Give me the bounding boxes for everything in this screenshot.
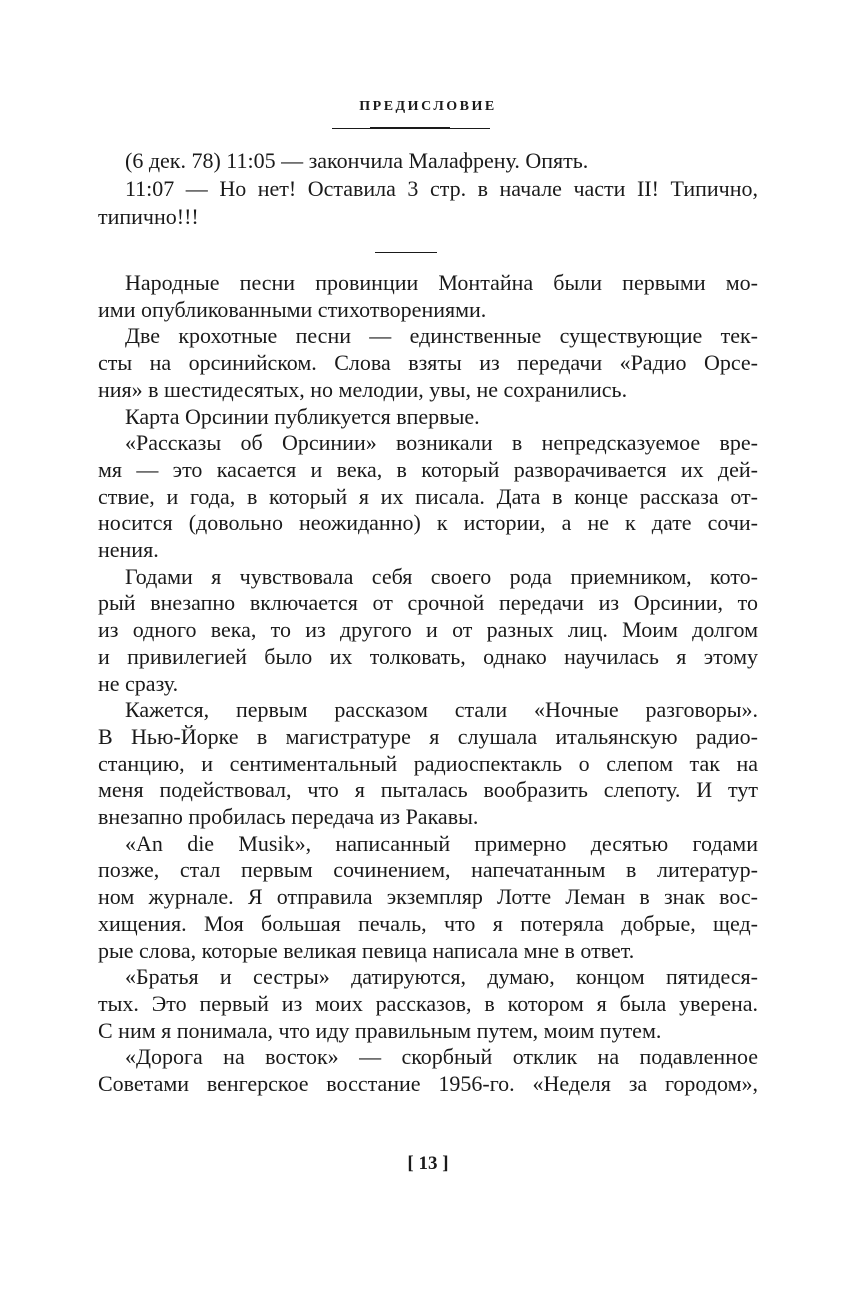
text-line: ния» в шестидесятых, но мелодии, увы, не сохранились. bbox=[98, 376, 628, 402]
running-header: ПРЕДИСЛОВИЕ bbox=[359, 99, 497, 114]
text-line: меня подействовал, что я пыталась вообразить слепоту. И тут bbox=[98, 777, 758, 803]
text-line: станцию, и сентиментальный радиоспектакль о слепом так на bbox=[98, 750, 758, 776]
text-line: позже, стал первым сочинением, напечатанным в литератур- bbox=[98, 857, 758, 883]
text-line: носится (довольно неожиданно) к истории, а не к дате сочи- bbox=[98, 510, 758, 536]
text-line: Годами я чувствовала себя своего рода приемником, кото- bbox=[125, 563, 758, 589]
body-text bbox=[98, 270, 758, 1098]
text-line: В Нью-Йорке в магистратуре я слушала итальянскую радио- bbox=[98, 723, 758, 749]
text-line: мя — это касается и века, в который разворачивается их дей- bbox=[98, 456, 758, 482]
text-line: С ним я понимала, что иду правильным путем, моим путем. bbox=[98, 1017, 662, 1043]
text-line: ном журнале. Я отправила экземпляр Лотте Леман в знак вос- bbox=[98, 884, 758, 910]
text-line: «Дорога на восток» — скорбный отклик на подавленное bbox=[125, 1044, 758, 1070]
header-rule-accent bbox=[370, 127, 450, 129]
text-line: ствие, и года, в который я их писала. Дата в конце рассказа от- bbox=[98, 483, 758, 509]
text-line: рые слова, которые великая певица написала мне в ответ. bbox=[98, 937, 635, 963]
text-line: Советами венгерское восстание 1956-го. «Неделя за городом», bbox=[98, 1071, 758, 1097]
text-line: из одного века, то из другого и от разных лиц. Моим долгом bbox=[98, 617, 758, 643]
text-line: хищения. Моя большая печаль, что я потеряла добрые, щед- bbox=[98, 910, 758, 936]
text-line: «Рассказы об Орсинии» возникали в непредсказуемое вре- bbox=[125, 430, 758, 456]
text-line: ими опубликованными стихотворениями. bbox=[98, 296, 487, 322]
text-line: Две крохотные песни — единственные существующие тек- bbox=[125, 323, 758, 349]
text-line: тых. Это первый из моих рассказов, в котором я была уверена. bbox=[98, 990, 758, 1016]
text-line: Карта Орсинии публикуется впервые. bbox=[125, 403, 480, 429]
page-number: [ 13 ] bbox=[407, 1153, 449, 1174]
text-line: рый внезапно включается от срочной передачи из Орсинии, то bbox=[98, 590, 758, 616]
diary-entry bbox=[98, 147, 758, 231]
text-line: 11:07 — Но нет! Оставила 3 стр. в начале части II! Типично, bbox=[125, 176, 758, 201]
text-line: нения. bbox=[98, 537, 159, 563]
text-line: сты на орсинийском. Слова взяты из передачи «Радио Орсе- bbox=[98, 350, 758, 376]
text-line: (6 дек. 78) 11:05 — закончила Малафрену. Опять. bbox=[125, 148, 589, 173]
text-line: и привилегией было их толковать, однако научилась я этому bbox=[98, 643, 758, 669]
text-line: Кажется, первым рассказом стали «Ночные разговоры». bbox=[125, 697, 758, 723]
text-line: «An die Musik», написанный примерно десятью годами bbox=[125, 830, 758, 856]
section-separator bbox=[375, 252, 437, 253]
text-line: Народные песни провинции Монтайна были первыми мо- bbox=[125, 270, 758, 295]
text-line: типично!!! bbox=[98, 204, 199, 229]
text-line: «Братья и сестры» датируются, думаю, концом пятидеся- bbox=[125, 964, 758, 990]
text-line: внезапно пробилась передача из Ракавы. bbox=[98, 804, 479, 830]
text-line: не сразу. bbox=[98, 670, 179, 696]
